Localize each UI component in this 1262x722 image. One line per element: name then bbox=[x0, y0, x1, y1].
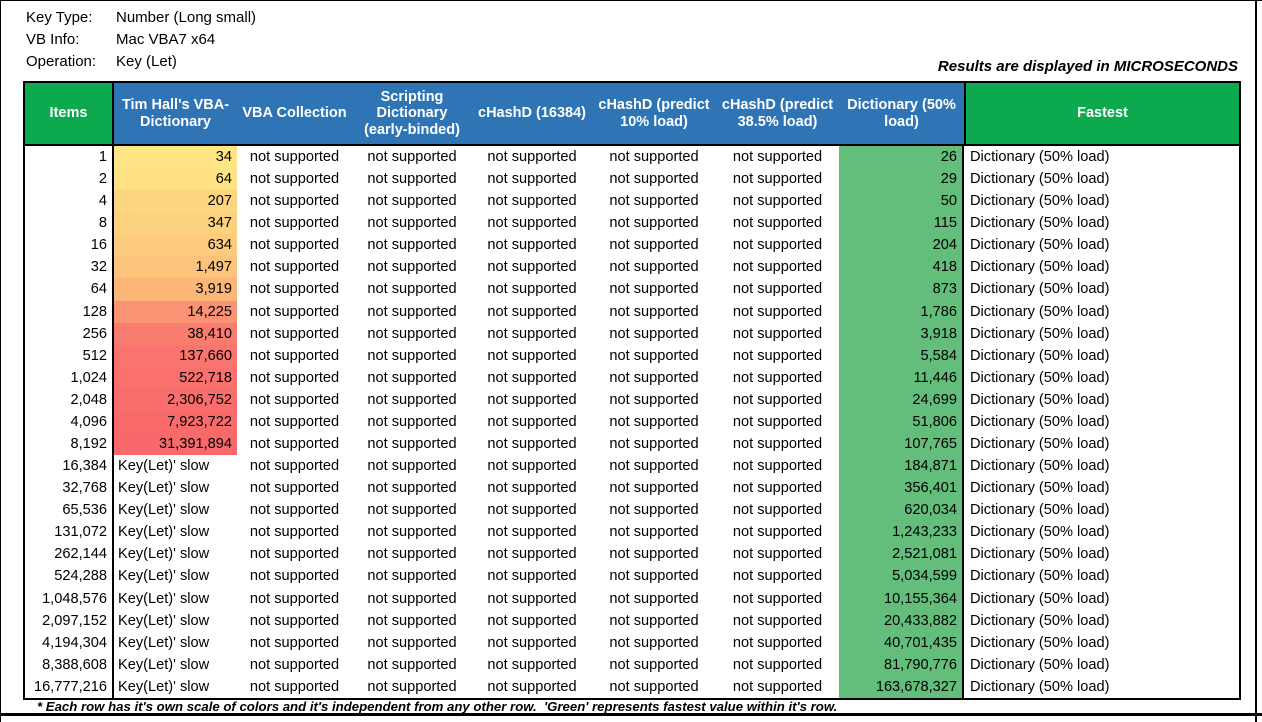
cell-vba-collection: not supported bbox=[249, 502, 340, 519]
cell-chashd-predict-38-5: not supported bbox=[732, 480, 823, 497]
cell-chashd-16384: not supported bbox=[487, 391, 577, 408]
cell-chashd-16384: not supported bbox=[487, 413, 577, 430]
cell-items: 256 bbox=[25, 323, 114, 345]
cell-chashd-predict-10: not supported bbox=[609, 325, 699, 342]
key-type-label: Key Type: bbox=[26, 9, 93, 26]
cell-scripting-dictionary: not supported bbox=[367, 369, 457, 386]
cell-chashd-predict-10: not supported bbox=[609, 149, 699, 165]
cell-dictionary-50-load: 5,034,599 bbox=[839, 565, 964, 587]
footnote: * Each row has it's own scale of colors and it's independent from any other row. 'Green' represents fastest value within it's row. bbox=[37, 699, 838, 714]
page-frame-right bbox=[1255, 1, 1257, 722]
cell-items: 524,288 bbox=[25, 565, 114, 587]
cell-chashd-16384: not supported bbox=[487, 678, 577, 695]
cell-items: 1,048,576 bbox=[25, 588, 114, 610]
cell-chashd-predict-10: not supported bbox=[609, 281, 699, 298]
cell-chashd-16384: not supported bbox=[487, 458, 577, 475]
cell-chashd-16384: not supported bbox=[487, 369, 577, 386]
cell-vba-collection: not supported bbox=[249, 546, 340, 563]
cell-dictionary-50-load: 107,765 bbox=[839, 433, 964, 455]
cell-fastest: Dictionary (50% load) bbox=[970, 656, 1110, 673]
cell-chashd-predict-38-5: not supported bbox=[732, 347, 823, 364]
cell-chashd-predict-10: not supported bbox=[609, 391, 699, 408]
cell-chashd-predict-38-5: not supported bbox=[732, 303, 823, 320]
cell-tim-hall-vba-dictionary: 14,225 bbox=[114, 301, 237, 323]
cell-dictionary-50-load: 418 bbox=[839, 256, 964, 278]
meta-block bbox=[26, 7, 256, 73]
cell-scripting-dictionary: not supported bbox=[367, 347, 457, 364]
cell-scripting-dictionary: not supported bbox=[367, 590, 457, 607]
cell-dictionary-50-load: 1,786 bbox=[839, 301, 964, 323]
cell-dictionary-50-load: 204 bbox=[839, 234, 964, 256]
cell-vba-collection: not supported bbox=[249, 303, 340, 320]
cell-items: 2 bbox=[25, 168, 114, 190]
cell-dictionary-50-load: 29 bbox=[839, 168, 964, 190]
cell-scripting-dictionary: not supported bbox=[367, 259, 457, 276]
cell-vba-collection: not supported bbox=[249, 436, 340, 453]
cell-scripting-dictionary: not supported bbox=[367, 656, 457, 673]
cell-items: 16,384 bbox=[25, 455, 114, 477]
cell-items: 262,144 bbox=[25, 543, 114, 565]
cell-chashd-predict-38-5: not supported bbox=[732, 502, 823, 519]
cell-vba-collection: not supported bbox=[249, 215, 340, 232]
units-note: Results are displayed in MICROSECONDS bbox=[937, 58, 1238, 75]
table-row bbox=[25, 455, 1239, 477]
cell-fastest: Dictionary (50% load) bbox=[970, 458, 1110, 475]
cell-scripting-dictionary: not supported bbox=[367, 612, 457, 629]
cell-scripting-dictionary: not supported bbox=[367, 215, 457, 232]
cell-dictionary-50-load: 40,701,435 bbox=[839, 632, 964, 654]
cell-vba-collection: not supported bbox=[249, 325, 340, 342]
cell-items: 2,097,152 bbox=[25, 610, 114, 632]
cell-items: 1 bbox=[25, 146, 114, 168]
cell-tim-hall-vba-dictionary: 137,660 bbox=[114, 345, 237, 367]
table-body bbox=[25, 146, 1239, 698]
cell-vba-collection: not supported bbox=[249, 656, 340, 673]
cell-fastest: Dictionary (50% load) bbox=[970, 502, 1110, 519]
cell-vba-collection: not supported bbox=[249, 281, 340, 298]
table-row bbox=[25, 168, 1239, 190]
cell-chashd-predict-38-5: not supported bbox=[732, 413, 823, 430]
cell-chashd-16384: not supported bbox=[487, 193, 577, 210]
cell-items: 131,072 bbox=[25, 521, 114, 543]
cell-chashd-predict-10: not supported bbox=[609, 237, 699, 254]
cell-fastest: Dictionary (50% load) bbox=[970, 347, 1110, 364]
cell-fastest: Dictionary (50% load) bbox=[970, 171, 1110, 188]
cell-scripting-dictionary: not supported bbox=[367, 678, 457, 695]
cell-chashd-16384: not supported bbox=[487, 524, 577, 541]
vb-info-value: Mac VBA7 x64 bbox=[116, 31, 216, 48]
cell-chashd-16384: not supported bbox=[487, 215, 577, 232]
cell-dictionary-50-load: 873 bbox=[839, 278, 964, 300]
table-row bbox=[25, 234, 1239, 256]
cell-fastest: Dictionary (50% load) bbox=[970, 524, 1110, 541]
cell-scripting-dictionary: not supported bbox=[367, 303, 457, 320]
cell-chashd-16384: not supported bbox=[487, 634, 577, 651]
cell-tim-hall-vba-dictionary: Key(Let)' slow bbox=[118, 480, 210, 497]
cell-dictionary-50-load: 81,790,776 bbox=[839, 654, 964, 676]
cell-chashd-16384: not supported bbox=[487, 480, 577, 497]
cell-fastest: Dictionary (50% load) bbox=[970, 215, 1110, 232]
cell-scripting-dictionary: not supported bbox=[367, 546, 457, 563]
cell-items: 4 bbox=[25, 190, 114, 212]
table-row bbox=[25, 477, 1239, 499]
header-fastest: Fastest bbox=[964, 83, 1239, 144]
cell-tim-hall-vba-dictionary: Key(Let)' slow bbox=[118, 502, 210, 519]
vb-info-label: VB Info: bbox=[26, 31, 80, 48]
cell-dictionary-50-load: 24,699 bbox=[839, 389, 964, 411]
cell-tim-hall-vba-dictionary: 1,497 bbox=[114, 256, 237, 278]
header-scripting-dictionary: Scripting Dictionary (early-binded) bbox=[352, 83, 472, 144]
table-row bbox=[25, 256, 1239, 278]
cell-items: 1,024 bbox=[25, 367, 114, 389]
cell-vba-collection: not supported bbox=[249, 237, 340, 254]
cell-fastest: Dictionary (50% load) bbox=[970, 634, 1110, 651]
cell-fastest: Dictionary (50% load) bbox=[970, 413, 1110, 430]
cell-vba-collection: not supported bbox=[249, 259, 340, 276]
cell-tim-hall-vba-dictionary: 522,718 bbox=[114, 367, 237, 389]
cell-chashd-16384: not supported bbox=[487, 149, 577, 165]
cell-chashd-predict-10: not supported bbox=[609, 458, 699, 475]
cell-scripting-dictionary: not supported bbox=[367, 325, 457, 342]
table-row bbox=[25, 433, 1239, 455]
table-row bbox=[25, 146, 1239, 168]
cell-dictionary-50-load: 115 bbox=[839, 212, 964, 234]
cell-chashd-predict-38-5: not supported bbox=[732, 281, 823, 298]
operation-label: Operation: bbox=[26, 53, 97, 70]
cell-tim-hall-vba-dictionary: Key(Let)' slow bbox=[118, 656, 210, 673]
cell-chashd-predict-38-5: not supported bbox=[732, 215, 823, 232]
cell-tim-hall-vba-dictionary: 7,923,722 bbox=[114, 411, 237, 433]
table-row bbox=[25, 212, 1239, 234]
table-row bbox=[25, 543, 1239, 565]
header-chashd-16384: cHashD (16384) bbox=[472, 83, 592, 144]
header-items: Items bbox=[25, 83, 114, 144]
cell-chashd-16384: not supported bbox=[487, 546, 577, 563]
cell-chashd-16384: not supported bbox=[487, 436, 577, 453]
cell-vba-collection: not supported bbox=[249, 347, 340, 364]
meta-key-type bbox=[26, 7, 256, 29]
cell-vba-collection: not supported bbox=[249, 149, 340, 165]
cell-items: 8,192 bbox=[25, 433, 114, 455]
cell-chashd-predict-10: not supported bbox=[609, 171, 699, 188]
cell-items: 65,536 bbox=[25, 499, 114, 521]
header-dictionary-50-load: Dictionary (50% load) bbox=[839, 83, 964, 144]
cell-fastest: Dictionary (50% load) bbox=[970, 480, 1110, 497]
cell-tim-hall-vba-dictionary: 34 bbox=[114, 146, 237, 168]
cell-items: 4,194,304 bbox=[25, 632, 114, 654]
cell-chashd-predict-10: not supported bbox=[609, 612, 699, 629]
cell-tim-hall-vba-dictionary: Key(Let)' slow bbox=[118, 568, 210, 585]
table-header-row bbox=[25, 83, 1239, 146]
operation-value: Key (Let) bbox=[116, 53, 177, 70]
header-vba-collection: VBA Collection bbox=[237, 83, 352, 144]
cell-vba-collection: not supported bbox=[249, 590, 340, 607]
cell-items: 8 bbox=[25, 212, 114, 234]
cell-fastest: Dictionary (50% load) bbox=[970, 281, 1110, 298]
cell-chashd-predict-38-5: not supported bbox=[732, 369, 823, 386]
cell-chashd-16384: not supported bbox=[487, 303, 577, 320]
table-row bbox=[25, 323, 1239, 345]
table-row bbox=[25, 632, 1239, 654]
cell-chashd-predict-10: not supported bbox=[609, 480, 699, 497]
cell-vba-collection: not supported bbox=[249, 391, 340, 408]
cell-vba-collection: not supported bbox=[249, 678, 340, 695]
cell-fastest: Dictionary (50% load) bbox=[970, 237, 1110, 254]
cell-chashd-predict-38-5: not supported bbox=[732, 193, 823, 210]
cell-chashd-predict-38-5: not supported bbox=[732, 391, 823, 408]
cell-dictionary-50-load: 184,871 bbox=[839, 455, 964, 477]
cell-tim-hall-vba-dictionary: Key(Let)' slow bbox=[118, 678, 210, 695]
cell-chashd-predict-10: not supported bbox=[609, 546, 699, 563]
cell-fastest: Dictionary (50% load) bbox=[970, 546, 1110, 563]
cell-chashd-predict-10: not supported bbox=[609, 568, 699, 585]
table-row bbox=[25, 588, 1239, 610]
cell-chashd-predict-38-5: not supported bbox=[732, 237, 823, 254]
cell-fastest: Dictionary (50% load) bbox=[970, 303, 1110, 320]
cell-chashd-16384: not supported bbox=[487, 347, 577, 364]
cell-vba-collection: not supported bbox=[249, 634, 340, 651]
cell-dictionary-50-load: 356,401 bbox=[839, 477, 964, 499]
cell-chashd-predict-10: not supported bbox=[609, 259, 699, 276]
cell-tim-hall-vba-dictionary: 31,391,894 bbox=[114, 433, 237, 455]
cell-chashd-predict-38-5: not supported bbox=[732, 325, 823, 342]
cell-dictionary-50-load: 10,155,364 bbox=[839, 588, 964, 610]
cell-dictionary-50-load: 51,806 bbox=[839, 411, 964, 433]
cell-vba-collection: not supported bbox=[249, 458, 340, 475]
cell-chashd-predict-10: not supported bbox=[609, 502, 699, 519]
cell-dictionary-50-load: 163,678,327 bbox=[839, 676, 964, 698]
cell-chashd-predict-38-5: not supported bbox=[732, 436, 823, 453]
table-row bbox=[25, 676, 1239, 698]
cell-scripting-dictionary: not supported bbox=[367, 568, 457, 585]
cell-chashd-predict-10: not supported bbox=[609, 347, 699, 364]
cell-fastest: Dictionary (50% load) bbox=[970, 568, 1110, 585]
cell-items: 128 bbox=[25, 301, 114, 323]
cell-chashd-predict-10: not supported bbox=[609, 524, 699, 541]
cell-items: 512 bbox=[25, 345, 114, 367]
cell-items: 8,388,608 bbox=[25, 654, 114, 676]
table-row bbox=[25, 499, 1239, 521]
cell-dictionary-50-load: 26 bbox=[839, 146, 964, 168]
cell-dictionary-50-load: 2,521,081 bbox=[839, 543, 964, 565]
cell-items: 32,768 bbox=[25, 477, 114, 499]
cell-chashd-predict-10: not supported bbox=[609, 369, 699, 386]
cell-chashd-predict-38-5: not supported bbox=[732, 259, 823, 276]
cell-chashd-16384: not supported bbox=[487, 502, 577, 519]
cell-fastest: Dictionary (50% load) bbox=[970, 369, 1110, 386]
cell-scripting-dictionary: not supported bbox=[367, 193, 457, 210]
cell-scripting-dictionary: not supported bbox=[367, 634, 457, 651]
table-row bbox=[25, 367, 1239, 389]
cell-scripting-dictionary: not supported bbox=[367, 458, 457, 475]
cell-tim-hall-vba-dictionary: Key(Let)' slow bbox=[118, 546, 210, 563]
cell-chashd-16384: not supported bbox=[487, 237, 577, 254]
cell-fastest: Dictionary (50% load) bbox=[970, 612, 1110, 629]
cell-tim-hall-vba-dictionary: 2,306,752 bbox=[114, 389, 237, 411]
cell-vba-collection: not supported bbox=[249, 612, 340, 629]
cell-scripting-dictionary: not supported bbox=[367, 436, 457, 453]
cell-fastest: Dictionary (50% load) bbox=[970, 590, 1110, 607]
cell-items: 16,777,216 bbox=[25, 676, 114, 698]
cell-items: 32 bbox=[25, 256, 114, 278]
cell-tim-hall-vba-dictionary: 38,410 bbox=[114, 323, 237, 345]
cell-chashd-16384: not supported bbox=[487, 656, 577, 673]
cell-tim-hall-vba-dictionary: Key(Let)' slow bbox=[118, 612, 210, 629]
cell-chashd-predict-10: not supported bbox=[609, 634, 699, 651]
cell-fastest: Dictionary (50% load) bbox=[970, 193, 1110, 210]
table-row bbox=[25, 565, 1239, 587]
header-tim-hall-vba-dictionary: Tim Hall's VBA-Dictionary bbox=[114, 83, 237, 144]
cell-fastest: Dictionary (50% load) bbox=[970, 678, 1110, 695]
cell-chashd-predict-38-5: not supported bbox=[732, 590, 823, 607]
cell-scripting-dictionary: not supported bbox=[367, 524, 457, 541]
cell-chashd-16384: not supported bbox=[487, 568, 577, 585]
cell-tim-hall-vba-dictionary: 64 bbox=[114, 168, 237, 190]
cell-tim-hall-vba-dictionary: 207 bbox=[114, 190, 237, 212]
cell-tim-hall-vba-dictionary: 347 bbox=[114, 212, 237, 234]
cell-fastest: Dictionary (50% load) bbox=[970, 259, 1110, 276]
table-row bbox=[25, 411, 1239, 433]
cell-tim-hall-vba-dictionary: 3,919 bbox=[114, 278, 237, 300]
cell-scripting-dictionary: not supported bbox=[367, 502, 457, 519]
cell-chashd-predict-38-5: not supported bbox=[732, 634, 823, 651]
table-row bbox=[25, 278, 1239, 300]
cell-chashd-predict-38-5: not supported bbox=[732, 568, 823, 585]
cell-chashd-predict-38-5: not supported bbox=[732, 524, 823, 541]
cell-dictionary-50-load: 3,918 bbox=[839, 323, 964, 345]
cell-dictionary-50-load: 620,034 bbox=[839, 499, 964, 521]
cell-chashd-predict-10: not supported bbox=[609, 303, 699, 320]
cell-chashd-predict-38-5: not supported bbox=[732, 612, 823, 629]
cell-chashd-predict-38-5: not supported bbox=[732, 171, 823, 188]
cell-chashd-predict-10: not supported bbox=[609, 656, 699, 673]
cell-tim-hall-vba-dictionary: 634 bbox=[114, 234, 237, 256]
cell-vba-collection: not supported bbox=[249, 480, 340, 497]
table-row bbox=[25, 610, 1239, 632]
cell-items: 16 bbox=[25, 234, 114, 256]
header-chashd-predict-10: cHashD (predict 10% load) bbox=[592, 83, 716, 144]
cell-items: 2,048 bbox=[25, 389, 114, 411]
meta-operation bbox=[26, 51, 256, 73]
cell-chashd-predict-38-5: not supported bbox=[732, 149, 823, 165]
cell-chashd-16384: not supported bbox=[487, 612, 577, 629]
cell-chashd-16384: not supported bbox=[487, 171, 577, 188]
cell-fastest: Dictionary (50% load) bbox=[970, 391, 1110, 408]
table-row bbox=[25, 190, 1239, 212]
cell-chashd-predict-10: not supported bbox=[609, 413, 699, 430]
cell-vba-collection: not supported bbox=[249, 369, 340, 386]
cell-tim-hall-vba-dictionary: Key(Let)' slow bbox=[118, 458, 210, 475]
meta-vb-info bbox=[26, 29, 256, 51]
cell-vba-collection: not supported bbox=[249, 171, 340, 188]
table-row bbox=[25, 389, 1239, 411]
cell-chashd-predict-38-5: not supported bbox=[732, 458, 823, 475]
cell-dictionary-50-load: 11,446 bbox=[839, 367, 964, 389]
key-type-value: Number (Long small) bbox=[116, 9, 257, 26]
cell-tim-hall-vba-dictionary: Key(Let)' slow bbox=[118, 590, 210, 607]
table-row bbox=[25, 521, 1239, 543]
cell-chashd-16384: not supported bbox=[487, 325, 577, 342]
header-chashd-predict-38-5: cHashD (predict 38.5% load) bbox=[716, 83, 839, 144]
cell-dictionary-50-load: 5,584 bbox=[839, 345, 964, 367]
cell-fastest: Dictionary (50% load) bbox=[970, 325, 1110, 342]
cell-scripting-dictionary: not supported bbox=[367, 237, 457, 254]
cell-items: 64 bbox=[25, 278, 114, 300]
cell-scripting-dictionary: not supported bbox=[367, 171, 457, 188]
cell-tim-hall-vba-dictionary: Key(Let)' slow bbox=[118, 524, 210, 541]
cell-chashd-predict-10: not supported bbox=[609, 590, 699, 607]
cell-dictionary-50-load: 20,433,882 bbox=[839, 610, 964, 632]
cell-items: 4,096 bbox=[25, 411, 114, 433]
cell-scripting-dictionary: not supported bbox=[367, 413, 457, 430]
cell-dictionary-50-load: 1,243,233 bbox=[839, 521, 964, 543]
cell-chashd-predict-10: not supported bbox=[609, 436, 699, 453]
results-table bbox=[23, 81, 1241, 700]
cell-chashd-16384: not supported bbox=[487, 259, 577, 276]
cell-chashd-predict-38-5: not supported bbox=[732, 678, 823, 695]
cell-vba-collection: not supported bbox=[249, 568, 340, 585]
table-row bbox=[25, 654, 1239, 676]
cell-vba-collection: not supported bbox=[249, 193, 340, 210]
cell-chashd-predict-38-5: not supported bbox=[732, 656, 823, 673]
cell-chashd-predict-38-5: not supported bbox=[732, 546, 823, 563]
cell-vba-collection: not supported bbox=[249, 413, 340, 430]
cell-scripting-dictionary: not supported bbox=[367, 480, 457, 497]
cell-scripting-dictionary: not supported bbox=[367, 281, 457, 298]
cell-fastest: Dictionary (50% load) bbox=[970, 149, 1110, 165]
cell-scripting-dictionary: not supported bbox=[367, 391, 457, 408]
cell-scripting-dictionary: not supported bbox=[367, 149, 457, 165]
table-row bbox=[25, 301, 1239, 323]
cell-chashd-predict-10: not supported bbox=[609, 215, 699, 232]
cell-chashd-predict-10: not supported bbox=[609, 193, 699, 210]
table-row bbox=[25, 345, 1239, 367]
cell-chashd-16384: not supported bbox=[487, 281, 577, 298]
cell-dictionary-50-load: 50 bbox=[839, 190, 964, 212]
cell-chashd-predict-10: not supported bbox=[609, 678, 699, 695]
cell-vba-collection: not supported bbox=[249, 524, 340, 541]
cell-tim-hall-vba-dictionary: Key(Let)' slow bbox=[118, 634, 210, 651]
cell-fastest: Dictionary (50% load) bbox=[970, 436, 1110, 453]
cell-chashd-16384: not supported bbox=[487, 590, 577, 607]
